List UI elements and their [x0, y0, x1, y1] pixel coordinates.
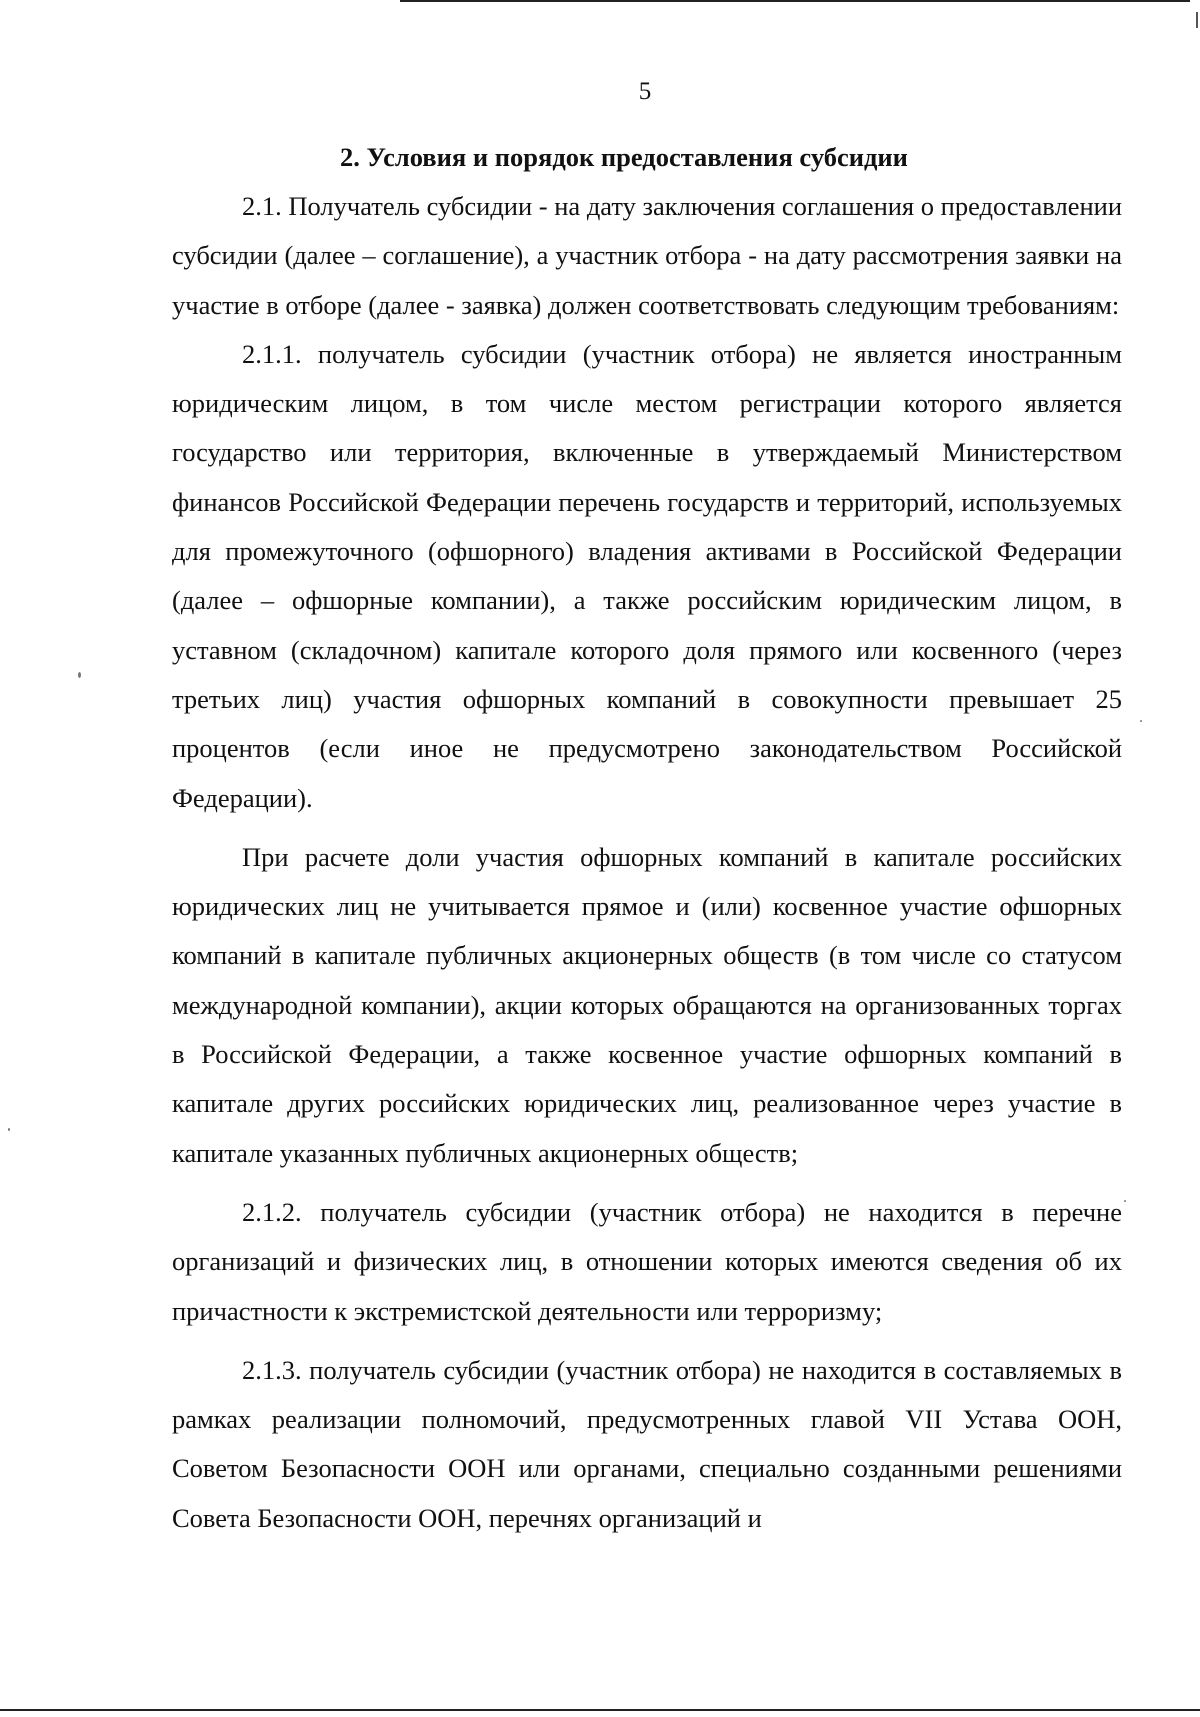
- paragraph-2-1-2: 2.1.2. получатель субсидии (участник отбора) не находится в перечне организаций и физических лиц, в отношении которых имеются сведения об их причастности к экстремистской деятельности или терроризму;: [172, 1196, 1122, 1326]
- paragraph-2-1-3: 2.1.3. получатель субсидии (участник отбора) не находится в составляемых в рамках реализации полномочий, предусмотренных главой VII Устава ООН, Советом Безопасности ООН или органами, специально созданными решениями Совета Безопасности ООН, перечнях организаций и: [172, 1354, 1122, 1533]
- top-scan-edge: [400, 0, 1190, 2]
- page-number: 5: [638, 78, 652, 105]
- paragraph-2-1-1: 2.1.1. получатель субсидии (участник отбора) не является иностранным юридическим лицом, в том числе местом регистрации которого является государство или территория, включенные в утверждаемый Министерством финансов Российской Федерации перечень государств и территорий, используемых для промежуточного (офшорного) владения активами в Российской Федерации (далее – офшорные компании), а также российским юридическим лицом, в уставном (складочном) капитале которого доля прямого или косвенного (через третьих лиц) участия офшорных компаний в совокупности превышает 25 процентов (если иное не предусмотрено законодательством Российской Федерации).: [172, 338, 1122, 813]
- bottom-scan-edge: [0, 1709, 1200, 1711]
- paragraph-offshore-calculation: При расчете доли участия офшорных компаний в капитале российских юридических лиц не учитывается прямое и (или) косвенное участие офшорных компаний в капитале публичных акционерных обществ (в том числе со статусом международной компании), акции которых обращаются на организованных торгах в Российской Федерации, а также косвенное участие офшорных компаний в капитале других российских юридических лиц, реализованное через участие в капитале указанных публичных акционерных обществ;: [172, 841, 1122, 1168]
- scan-speck: [78, 672, 81, 678]
- section-title: 2. Условия и порядок предоставления субсидии: [340, 142, 908, 172]
- scan-speck: [1140, 720, 1142, 722]
- scan-speck: [8, 1128, 10, 1131]
- document-body: [172, 132, 1122, 1543]
- paragraph-2-1: 2.1. Получатель субсидии - на дату заключения соглашения о предоставлении субсидии (далее – соглашение), а участник отбора - на дату рассмотрения заявки на участие в отборе (далее - заявка) должен соответствовать следующим требованиям:: [172, 191, 1122, 320]
- scan-speck: [1124, 1200, 1126, 1202]
- scan-mark: [1196, 12, 1198, 28]
